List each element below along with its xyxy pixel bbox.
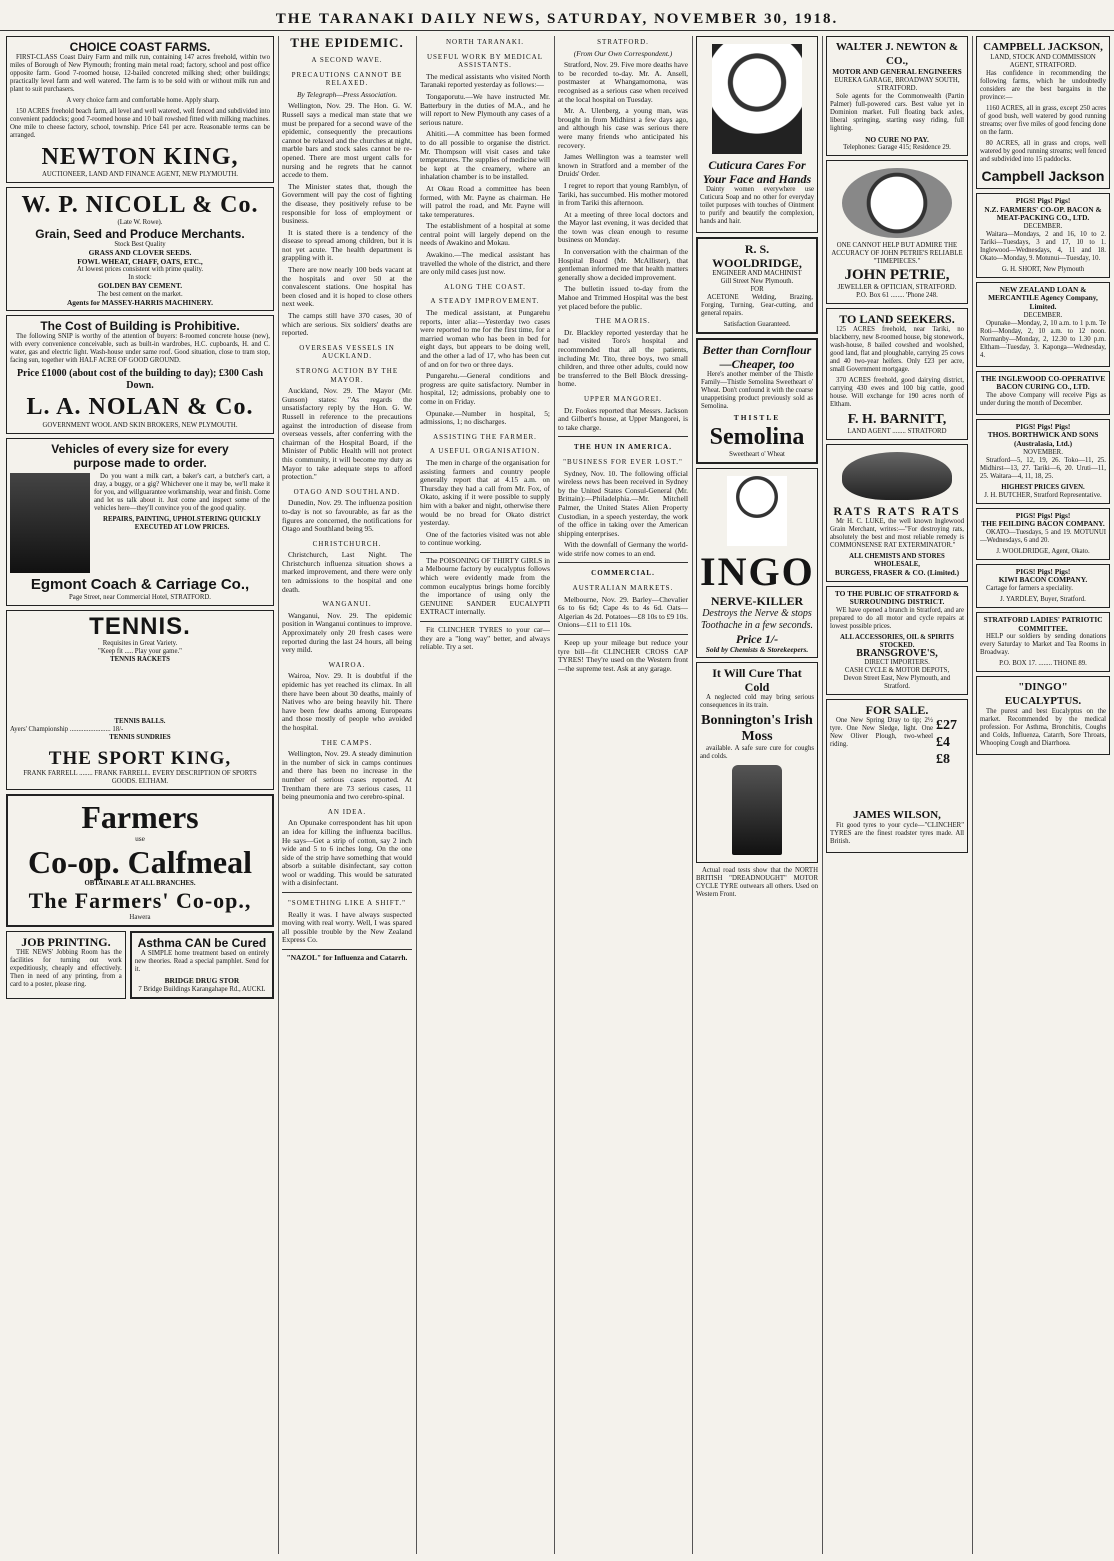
vehicles-ad [6, 438, 274, 606]
feilding-name: THE FEILDING BACON COMPANY. [981, 519, 1105, 529]
public-body: WE have opened a branch in Stratford, and are prepared to do all motor and cycle repairs at lowest possible prices. [830, 606, 964, 630]
article-paragraph: With the downfall of Germany the world-wide strife now comes to an end. [558, 540, 688, 558]
campbell-text: 80 ACRES, all in grass and crops, well watered by good running streams; well fenced and subdivided into 15 paddocks. [980, 140, 1106, 163]
inglewood-bacon-ad [976, 371, 1110, 415]
section-subhead: "SOMETHING LIKE A SHIFT." [287, 899, 407, 908]
bransgrove-line: Devon Street East, New Plymouth, and Stratford. [843, 674, 951, 690]
masthead: THE TARANAKI DAILY NEWS, SATURDAY, NOVEMBER 30, 1918. [0, 8, 1114, 31]
section-subhead: ALONG THE COAST. [444, 282, 526, 291]
sport-king-sub: FRANK FARRELL ........ FRANK FARRELL. EVERY DESCRIPTION OF SPORTS GOODS. ELTHAM. [23, 770, 257, 786]
tennis-line: TENNIS SUNDRIES [109, 734, 171, 742]
kiwi-signature: J. YARDLEY, Buyer, Stratford. [1000, 595, 1086, 603]
feilding-signature: J. WOOLDRIDGE, Agent, Okato. [996, 547, 1090, 555]
section-subhead: PRECAUTIONS CANNOT BE RELAXED. [291, 70, 403, 88]
public-stratford-ad [826, 586, 968, 695]
article-paragraph: Awakino.—The medical assistant has travelled the whole of the district, and there are only mild cases just now. [420, 250, 550, 277]
borthwick-body: Stratford—5, 12, 19, 26. Toko—11, 25. Midhirst—13, 27. Tariki—6, 20. Uruti—11, 25. Waitara—4, 11, 18, 25. [980, 456, 1106, 480]
cuticura-title: Cuticura Cares For Your Face and Hands [702, 158, 812, 186]
kiwi-name: KIWI BACON COMPANY. [998, 575, 1088, 585]
farmers-line: use [135, 834, 145, 844]
article-paragraph: One of the factories visited was not able to continue working. [420, 529, 550, 548]
farmers-calfmeal-ad [6, 794, 274, 927]
column-5-ads [696, 36, 818, 1554]
section-subhead: ASSISTING THE FARMER. [433, 432, 537, 441]
nolan-name: L. A. NOLAN & Co. [26, 394, 254, 421]
article-paragraph: An Opunake correspondent has hit upon an idea for killing the influenza bacillus. He says—Get a strip of cotton, say 2 inch wide and 5 to 6 inches long. On the one side of the strip have something that would absorb a suitable disinfectant, say cotton wool or wadding. This would be saturated with a disinfectant. [282, 818, 412, 888]
article-paragraph: Opunake.—Number in hospital, 5; admissions, 1; no discharges. [420, 408, 550, 427]
sale-price: £4 [936, 734, 950, 750]
newton-king-sub: AUCTIONEER, LAND AND FINANCE AGENT, NEW PLYMOUTH. [42, 171, 238, 178]
coast-farms-title: CHOICE COAST FARMS. [69, 40, 211, 54]
nicoll-line: Agents for MASSEY-HARRIS MACHINERY. [66, 297, 214, 307]
tennis-line: "Keep fit ..... Play your game." [98, 648, 182, 656]
article-paragraph: I regret to report that young Ramblyn, of Tariki, has succumbed. His mother motored in from Tariki this afternoon. [558, 180, 688, 208]
bottom-ads-row [6, 931, 274, 999]
article-paragraph: The medical assistants who visited North Taranaki reported yesterday as follows:— [420, 71, 550, 90]
cuticura-ad [696, 36, 818, 233]
bransgrove-name: BRANSGROVE'S, [856, 647, 938, 659]
column-1-advertisements [6, 36, 274, 1554]
wooldridge-body: ACETONE Welding, Brazing, Forging, Turning, Gear-cutting, and general repairs. [701, 294, 813, 317]
article-paragraph: Mr. A. Ulenberg, a young man, was brought in from Midhirst a few days ago, and although his case was serious there were many friends who anticipated his recovery. [558, 106, 688, 150]
section-subhead: "BUSINESS FOR EVER LOST." [563, 457, 683, 466]
moss-line: A neglected cold may bring serious consequences in its train. [700, 694, 814, 710]
farmers-line: OBTAINABLE AT ALL BRANCHES. [84, 879, 196, 887]
nicoll-line: The best cement on the market. [97, 290, 183, 298]
column-rule [416, 36, 417, 1554]
wilson-name: JAMES WILSON, [853, 808, 941, 821]
asthma-body: A SIMPLE home treatment based on entirely new theories. Read a special pamphlet. Send for it. [134, 949, 269, 973]
article-paragraph: In conversation with the chairman of the Hospital Board (Mr. McAllister), that gentleman informed me that health matters generally show a decided improvement. [558, 247, 688, 282]
sale-body: One New Spring Dray to tip; 2½ tyre. One New Sledge, light. One New Oliver Plough, two-wheel riding. [830, 716, 933, 748]
wooldridge-sat: Satisfaction Guaranteed. [723, 321, 791, 328]
semolina-title: Better than Cornflour—Cheaper, too [702, 343, 812, 371]
farmers-line: Hawera [129, 913, 151, 921]
public-title: TO THE PUBLIC OF STRATFORD & SURROUNDING DISTRICT. [834, 588, 960, 607]
nicoll-line: GRASS AND CLOVER SEEDS. [88, 248, 192, 257]
article-paragraph: Wairoa, Nov. 29. It is doubtful if the epidemic has yet reached its climax. In all there have been about 30 deaths, mainly of Natives who are being heavily hit. There have been few deaths among Europeans and those mostly of people who avoided the hospital. [282, 671, 412, 732]
section-subhead: WAIROA. [328, 660, 366, 669]
barnitt-sub: LAND AGENT ........ STRATFORD [847, 428, 947, 436]
semolina-body: Here's another member of the Thistle Family—Thistle Semolina Sweetheart o' Wheat. Don't confound it with the coarse unappetising product previously sold as Semolina. [701, 371, 813, 410]
column-2-epidemic [282, 36, 412, 1554]
article-paragraph: Tongaporutu.—We have instructed Mr. Batterbury in the duties of M.A., and he will report to New Plymouth any cases of a serious nature. [420, 91, 550, 127]
barnitt-name: F. H. BARNITT, [847, 412, 947, 428]
vehicles-body: Do you want a milk cart, a baker's cart, a butcher's cart, a dray, a buggy, or a gig? Whichever one it may be, we'll make it for you, and willguarantee workmanship, wear and finish. Come and let us talk about it. Just come and inspect some of the vehicles here—they'll convince you of the good quality. [94, 473, 270, 513]
asthma-title: Asthma CAN be Cured [137, 935, 267, 950]
section-subhead: USEFUL WORK BY MEDICAL ASSISTANTS. [426, 52, 544, 70]
section-subhead: UPPER MANGOREI. [583, 394, 662, 403]
egmont-name: Egmont Coach & Carriage Co., [30, 576, 250, 594]
article-paragraph: The men in charge of the organisation for assisting farmers and country people generally report that at 4.15 a.m. on Thursday they had a call from Mr. Fox, of Okato, asking if it were possible to supply him with a baker and night, otherwise there would be no bread for Okato district yesterday. [420, 457, 550, 528]
newton-sub: MOTOR AND GENERAL ENGINEERS [832, 67, 962, 76]
wooldridge-name: R. S. WOOLDRIDGE, [712, 242, 802, 270]
article-paragraph: The camps still have 370 cases, 30 of which are serious. Six soldiers' deaths are reported. [282, 311, 412, 338]
tennis-line: Requisites in Great Variety. [102, 640, 178, 648]
rat-illustration [842, 452, 952, 500]
tennis-ad [6, 610, 274, 790]
column-rule [692, 36, 693, 1554]
rats-title: RATS RATS RATS [833, 504, 961, 519]
article-paragraph: James Wellington was a teamster well known in Stratford and a member of the Druids' Order. [558, 152, 688, 179]
nicoll-line: At lowest prices consistent with prime quality. [76, 266, 204, 274]
newton-name: WALTER J. NEWTON & CO., [835, 41, 959, 67]
borthwick-highest: HIGHEST PRICES GIVEN. [1001, 483, 1085, 491]
coast-farms-ad [6, 36, 274, 183]
farmers-line: Co-op. Calfmeal [28, 843, 252, 880]
petrie-box: P.O. Box 61 ........ 'Phone 248. [856, 292, 938, 300]
newton-nocure: NO CURE NO PAY. [865, 134, 929, 144]
article-paragraph: Auckland, Nov. 29. The Mayor (Mr. Gunson) states: "As regards the unsatisfactory reply by the Hon. G. W. Russell in reference to the precautions against the introduction of disease from overseas vessels, after conferring with the chairman of the Hospital Board, if the Minister of Public Health will not protect this community, it will become my duty as Mayor to take adequate steps to afford protection." [282, 386, 412, 482]
walter-newton-ad [826, 36, 968, 156]
column-rule [822, 36, 823, 1554]
article-paragraph: Dr. Fookes reported that Messrs. Jackson and Gilbert's house, at Upper Mangorei, is to take charge. [558, 405, 688, 432]
nicoll-late: (Late W. Rowe). [117, 219, 163, 226]
campbell-name: CAMPBELL JACKSON, [983, 41, 1103, 53]
egmont-sub: Page Street, near Commercial Hotel, STRATFORD. [69, 594, 211, 602]
clincher-cross-ad: Keep up your mileage but reduce your tyre bill—fit CLINCHER CROSS CAP TYRES! They're used on the Western front—the supreme test. Ask at any garage. [558, 638, 688, 673]
newton-garage: EUREKA GARAGE, BROADWAY SOUTH, STRATFORD. [834, 76, 960, 92]
asthma-store: BRIDGE DRUG STOR [164, 975, 240, 985]
article-paragraph: The bulletin issued to-day from the Mahoe and Trimmed Hospital was the best yet placed before the public. [558, 284, 688, 311]
petrie-ad [826, 160, 968, 304]
section-subhead: A STEADY IMPROVEMENT. [430, 297, 540, 306]
nicoll-ad [6, 187, 274, 311]
article-paragraph: It is stated there is a tendency of the disease to spread among children, but it is not yet acute. The health department is grappling with it. [282, 227, 412, 263]
byline: By Telegraph—Press Association. [296, 89, 398, 99]
column-rule [554, 36, 555, 1554]
nzl-body: Opunake—Monday, 2, 10 a.m. to 1 p.m. Te Roti—Monday, 2, 10 a.m. to 12 noon. Normanby—Monday, 2, 12.30 to 1.30 p.m. Eltham—Tuesday, 3. Kaponga—Wednesday, 4. [980, 319, 1106, 359]
section-headline: NORTH TARANAKI. [445, 38, 525, 46]
section-subhead: THE HUN IN AMERICA. [574, 443, 672, 452]
job-body: THE NEWS' Jobbing Room has the facilities for turning out work expeditiously, cheaply and effectively. Then in need of any printing, from a card to a poster, please ring. [10, 948, 122, 988]
tennis-line: TENNIS RACKETS [110, 656, 170, 664]
wooldridge-ad [696, 237, 818, 334]
article-paragraph: Ahititi.—A committee has been formed to do all possible to organise the district. Mr. Thompson will visit cases and take temperatures. The supplies of medicine will be kept at the creamery, where an inhalation chamber is to be installed. [420, 129, 550, 182]
petrie-line: ONE CANNOT HELP BUT ADMIRE THE ACCURACY OF JOHN PETRIE'S RELIABLE "TIMEPIECES." [831, 242, 963, 266]
sale-price: £8 [936, 751, 950, 767]
borthwick-name: THOS. BORTHWICK AND SONS (Australasia, Ltd.) [987, 430, 1099, 448]
article-paragraph: Dr. Blackley reported yesterday that he had visited Toro's hospital and recommended that all the patients, including Mr. Tito, three boys, two small children, and three other adults, could now be transferred to the Bell Block dressing-home. [558, 327, 688, 389]
inglewood-body: The above Company will receive Pigs as under during the month of December. [980, 391, 1106, 407]
section-subhead: WANGANUI. [322, 600, 372, 609]
rats-line: ALL CHEMISTS AND STORES WHOLESALE, [849, 553, 945, 569]
column-4-stratford [558, 36, 688, 1554]
land-seekers-ad [826, 308, 968, 440]
petrie-sub: JEWELLER & OPTICIAN, STRATFORD. [837, 284, 957, 292]
column-6-ads [826, 36, 968, 1554]
irish-moss-ad [696, 662, 818, 863]
kiwi-body: Cartage for farmers a speciality. [986, 584, 1073, 592]
kiwi-bacon-ad [976, 564, 1110, 608]
feilding-body: OKATO—Tuesdays, 5 and 19. MOTUNUI—Wednesdays, 6 and 20. [980, 528, 1106, 544]
column-rule [278, 36, 279, 1554]
borthwick-ad [976, 419, 1110, 504]
article-paragraph: At Okau Road a committee has been formed, with Mr. Payne as chairman. He will patrol the road, and Mr. Payne will take temperatures. [420, 183, 550, 219]
section-subhead: THE CAMPS. [321, 738, 373, 747]
article-paragraph: Pungarehu.—General conditions and progress are quite satisfactory. Number in hospital, 12; admissions, probably one to come in on Friday. [420, 371, 550, 406]
section-subhead: STRONG ACTION BY THE MAYOR. [295, 367, 399, 384]
wooldridge-for: FOR [750, 286, 764, 293]
land-text: 125 ACRES freehold, near Tariki, no blackberry, new 8-roomed house, big stonework, wash-house, 8 bailed cowshed and woolshed, good land, flat and ploughable, carrying 25 cows and 40 two-year heifers. Only £23 per acre, small Government mortgage. [830, 326, 964, 374]
campbell-text: 1160 ACRES, all in grass, except 250 acres of good bush, well watered by good running streams; over five miles of good fencing done on the farm. [980, 105, 1106, 136]
coast-farms-text: A very choice farm and comfortable home. Apply sharp. [66, 97, 220, 104]
article-paragraph: The medical assistant, at Pungarehu reports, inter alia:—Yesterday two cases were reported to me for the first time, for a married woman who has been in bed for eight days, but appears to be doing well, and the other a lad of 17, who has been cut of and on for two or three days. [420, 308, 550, 369]
moss-line: It Will Cure That Cold [712, 666, 802, 695]
section-subhead: COMMERCIAL. [591, 569, 655, 578]
bransgrove-line: CASH CYCLE & MOTOR DEPOTS, [844, 666, 950, 674]
section-subhead: A SECOND WAVE. [311, 56, 383, 64]
job-title: JOB PRINTING. [21, 934, 111, 949]
section-subhead: AUSTRALIAN MARKETS. [572, 584, 674, 593]
inglewood-name: THE INGLEWOOD CO-OPERATIVE BACON CURING CO., LTD. [980, 373, 1106, 392]
nicoll-line: Stock Best Quality [114, 241, 166, 248]
rats-ad [826, 444, 968, 582]
column-7-ads [976, 36, 1110, 1554]
pigs-banner: PIGS! Pigs! Pigs! [1015, 510, 1071, 520]
article-paragraph: Wellington, Nov. 29. A steady diminution in the number of sick in camps continues and there has been no increase in the number of serious cases reported. At Trentham there are 73 serious cases, 11 being pneumonia and two cerebro-spinal. [282, 749, 412, 802]
nicoll-name: W. P. NICOLL & Co. [21, 192, 259, 218]
cost-body: The following SNIP is worthy of the attention of buyers: 8-roomed concrete house (new), with every convenience conceivable, such as built-in wardrobes, H.C. cupboards, H. and C. water, gas and electric light. Wash-house under same roof. Good situation, close to tram stop, facing sun, together with HALF ACRE OF GOOD GROUND. [10, 333, 270, 365]
section-subhead: A USEFUL ORGANISATION. [429, 447, 541, 456]
tennis-title: TENNIS. [89, 613, 191, 641]
public-line: ALL ACCESSORIES, OIL & SPIRITS STOCKED. [840, 633, 954, 649]
pigs-banner: PIGS! Pigs! Pigs! [1015, 196, 1071, 205]
rats-line: BURGESS, FRASER & CO. (Limited.) [834, 568, 960, 578]
article-paragraph: The POISONING OF THIRTY GIRLS in a Melbourne factory by eucalyptus follows which were evidently made from the common eucalyptus brings home forcibly the importance of using only the GENUINE SANDER EUCALYPTI EXTRACT internally. [420, 555, 550, 617]
vehicles-title: purpose made to order. [73, 456, 207, 471]
article-paragraph: Wanganui, Nov. 29. The epidemic position in Wanganui continues to improve. Approximately only 20 fresh cases were reported during the last 24 hours, all being very mild. [282, 610, 412, 655]
column-3-north-taranaki [420, 36, 550, 1554]
ladies-box: P.O. BOX 17. ........ THONE 89. [999, 660, 1087, 668]
farmers-line: Farmers [81, 799, 199, 836]
ladies-name: STRATFORD LADIES' PATRIOTIC COMMITTEE. [983, 614, 1103, 633]
ingo-price: Price 1/- [735, 631, 779, 646]
asthma-ad [130, 931, 274, 999]
sale-title: FOR SALE. [865, 702, 929, 717]
section-subhead: CHRISTCHURCH. [312, 539, 382, 548]
semolina-tag: Sweetheart o' Wheat [729, 450, 785, 458]
moss-name: Bonnington's Irish Moss [701, 713, 813, 745]
coast-farms-text: FIRST-CLASS Coast Dairy Farm and milk run, containing 147 acres freehold, within two miles of Borough of New Plymouth; fronting main metal road; factory, school and post office opposite farm. Good 7-roomed house, 12-bailed concreted milking shed; other buildings; practically level farm and well watered. The farm is to be sold with or without milk run and plant to suit purchasers. [10, 54, 270, 93]
job-printing-ad [6, 931, 126, 999]
article-paragraph: The establishment of a hospital at some central point will largely depend on the needs of Awakino and Mokau. [420, 221, 550, 248]
vehicles-title: Vehicles of every size for every [51, 442, 229, 457]
ingo-sub: NERVE-KILLER [710, 593, 804, 608]
section-subhead: OTAGO AND SOUTHLAND. [293, 487, 401, 496]
nicoll-line: GOLDEN BAY CEMENT. [97, 281, 183, 291]
nicoll-head: Grain, Seed and Produce Merchants. [35, 227, 245, 241]
cost-of-building-ad [6, 315, 274, 434]
article-paragraph: Dunedin, Nov. 29. The influenza position to-day is not so favourable, as far as the figures are concerned, the notifications for Otago and Southland being 95. [282, 498, 412, 534]
wooldridge-sub: ENGINEER AND MACHINIST [712, 270, 802, 277]
semolina-name: Semolina [709, 423, 805, 450]
rats-body: Mr H. C. LUKE, the well known Inglewood Grain Merchant, writes:—"For destroying rats, absolutely the best and most reliable remedy is COMMONSENSE RAT EXTERMINATOR." [830, 518, 964, 550]
nz-name: N.Z. FARMERS' CO-OP. BACON & MEAT-PACKING CO., LTD. [984, 204, 1102, 223]
borthwick-nov: NOVEMBER. [1023, 448, 1063, 456]
farmers-line: The Farmers' Co-op., [28, 887, 252, 913]
nzl-name: NEW ZEALAND LOAN & MERCANTILE Agency Company, Limited. [988, 284, 1098, 311]
article-paragraph: There are now nearly 100 beds vacant at the hospitals and over 50 at the convalescent stations. One hospital has been closed and it is hoped to close others next week. [282, 265, 412, 309]
newton-body: Sole agents for the Commonwealth (Partin Palmer) full-powered cars. Best value yet in Dominion market. Full floating back axles, liberal springing, starting easy riding, full lighting. [830, 92, 964, 132]
article-paragraph: Wellington, Nov. 29. The Hon. G. W. Russell says a medical man state that we must be prepared for a second wave of the epidemic, consequently the precautions cannot be relaxed and the churches at night, marble bars and stock sales cannot be re-opened. There are most urgent calls for nursing and he regrets that he cannot accede to them. [282, 101, 412, 180]
dreadnought-ad: Actual road tests show that the NORTH BRITISH "DREADNOUGHT" MOTOR CYCLE TYRE outwears all others. Used on Western Front. [696, 867, 818, 899]
wilson-body: Fit good tyres to your cycle—"CLINCHER" TYRES are the finest roadster tyres made. All British. [830, 821, 964, 845]
nzl-dec: DECEMBER. [1023, 311, 1063, 319]
dingo-body: The purest and best Eucalyptus on the market. Recommended by the medical profession. For Asthma, Bronchitis, Coughs and Colds, Influenza, Catarrh, Sore Throats, Whooping Cough and Diarrhoea. [980, 708, 1106, 748]
cost-price: Price £1000 (about cost of the building to day); £300 Cash Down. [16, 368, 264, 392]
ladies-patriotic-ad [976, 612, 1110, 672]
sport-king-name: THE SPORT KING, [48, 748, 232, 770]
campbell-text: Has confidence in recommending the following farms, which he undoubtedly considers are the best bargains in the province:— [980, 70, 1106, 101]
section-subhead: OVERSEAS VESSELS IN AUCKLAND. [299, 343, 395, 361]
bottle-illustration [732, 765, 782, 855]
nicoll-line: In stock: [128, 274, 152, 282]
article-paragraph: Really it was. I have always suspected moving with real worry. Well, I was spared all possible trouble by the New Zealand Express Co. [282, 909, 412, 945]
asthma-addr: 7 Bridge Buildings Karangahape Rd., AUCKL [138, 985, 266, 993]
vehicles-repairs: REPAIRS, PAINTING, UPHOLSTERING QUICKLY EXECUTED AT LOW PRICES. [103, 516, 261, 532]
ingo-body: Destroys the Nerve & stops Toothache in a few seconds. [700, 607, 814, 631]
nz-body: Waitara—Mondays, 2 and 16, 10 to 2. Tariki—Tuesdays, 3 and 17, 10 to 1. Inglewood—Wednesdays, 4, 11 and 18. Okato—Monday, 9. Motunui—Tuesday, 10. [980, 230, 1106, 262]
cost-title: The Cost of Building is Prohibitive. [40, 319, 240, 334]
nz-farmers-bacon-ad [976, 193, 1110, 278]
nicoll-line: FOWL WHEAT, CHAFF, OATS, ETC., [77, 256, 203, 266]
clincher-ad: Fit CLINCHER TYRES to your car—they are a "long way" better, and always reliable. Try a set. [420, 625, 550, 652]
feilding-bacon-ad [976, 508, 1110, 560]
nz-dec: DECEMBER. [1023, 222, 1063, 230]
campbell-signature: Campbell Jackson [981, 168, 1105, 184]
clock-illustration [842, 168, 952, 238]
tennis-line: TENNIS BALLS. [114, 718, 166, 726]
petrie-name: JOHN PETRIE, [844, 267, 950, 284]
sale-price: £27 [936, 717, 957, 733]
pigs-banner: PIGS! Pigs! Pigs! [1015, 566, 1071, 576]
coast-farms-text: 150 ACRES freehold beach farm, all level and well watered, well fenced and subdivided into convenient paddocks; good 7-roomed house and 10 bail rowshed fitted with milking machines. One mile to cheese factory, school, township. Price £41 per acre. Reasonable terms can be arranged. [10, 108, 270, 139]
article-paragraph: Christchurch, Last Night. The Christchurch influenza situation shows a marked improvement, and there were only ten admissions to the hospital and one death. [282, 550, 412, 594]
land-text: 370 ACRES freehold, good dairying district, carrying 430 ewes and 100 big cattle, good house. Will exchange for 190 acres north of Eltham. [830, 377, 964, 409]
tennis-price-list [10, 664, 270, 718]
article-paragraph: The Minister states that, though the Government will pay the cost of fighting the disease, they positively refuse to be responsible for loss of employment or business. [282, 181, 412, 226]
article-paragraph: At a meeting of three local doctors and the Mayor last evening, it was decided that the town was clean enough to resume business on Monday. [558, 209, 688, 245]
article-paragraph: Melbourne, Nov. 29. Barley—Chevalier 6s to 6s 6d; Cape 4s to 4s 6d. Oats—Algerian 4s 2d. Potatoes—£8 10s to £9 10s. Onions—£11 to £11 10s. [558, 594, 688, 630]
nolan-sub: GOVERNMENT WOOL AND SKIN BROKERS, NEW PLYMOUTH. [42, 422, 238, 430]
land-title: TO LAND SEEKERS. [839, 312, 955, 327]
moss-body: available. A safe sure cure for coughs and colds. [700, 745, 814, 761]
dingo-eucalyptus-ad [976, 676, 1110, 755]
article-paragraph: Sydney, Nov. 10. The following official wireless news has been received in Sydney by the United States Consul-General (Mr. Brittain):—Philadelphia.—Mr. Mitchell Palmer, the United States Alien Property Custodian, in a speech yesterday, the work of the office in taking over the American shipping enterprises. [558, 468, 688, 538]
section-subhead: AN IDEA. [327, 807, 367, 816]
newton-tel: Telephones: Garage 415; Residence 29. [843, 144, 951, 152]
ingo-sold: Sold by Chemists & Storekeepers. [705, 644, 809, 654]
tennis-line: Ayers' Championship ........................ 18/- [10, 726, 124, 734]
semolina-ad [696, 338, 818, 464]
nazol-ad: "NAZOL" for Influenza and Catarrh. [286, 953, 408, 963]
byline: (From Our Own Correspondent.) [573, 48, 673, 58]
children-cart-illustration [10, 473, 90, 573]
campbell-jackson-ad [976, 36, 1110, 189]
ingo-ad [696, 468, 818, 659]
semolina-brand: THISTLE [733, 413, 781, 422]
woman-portrait-illustration [712, 44, 802, 154]
dingo-name: "DINGO" EUCALYPTUS. [1004, 681, 1082, 708]
short-signature: G. H. SHORT, New Plymouth [1001, 265, 1085, 273]
cuticura-body: Dainty women everywhere use Cuticura Soap and no other for everyday toilet purposes with touches of Ointment to purify and beautify the complexion, hands and hair. [700, 186, 814, 225]
nz-loan-ad [976, 282, 1110, 367]
article-paragraph: Stratford, Nov. 29. Five more deaths have to be recorded to-day. Mr. A. Ansell, postmaster at Whangamomona, was recognised as a serious case when received at the local hospital on Tuesday. [558, 60, 688, 104]
ingo-name: INGO [700, 548, 815, 594]
ladies-body: HELP our soldiers by sending donations every Saturday to Market and Tea Rooms in Broadway. [980, 633, 1106, 657]
newton-king-name: NEWTON KING, [41, 144, 239, 170]
bransgrove-line: DIRECT IMPORTERS. [864, 658, 930, 666]
column-rule [972, 36, 973, 1554]
borthwick-butcher: J. H. BUTCHER, Stratford Representative. [984, 491, 1102, 499]
section-subhead: THE MAORIS. [595, 317, 651, 326]
campbell-sub: LAND, STOCK AND COMMISSION AGENT, STRATFORD. [990, 54, 1096, 69]
pigs-banner: PIGS! Pigs! Pigs! [1015, 421, 1071, 431]
wooldridge-addr: Gill Street New Plymouth. [720, 278, 794, 285]
epidemic-headline: THE EPIDEMIC. [290, 36, 404, 50]
for-sale-ad [826, 699, 968, 853]
section-headline: STRATFORD. [597, 38, 649, 46]
girl-portrait-illustration [727, 476, 787, 546]
